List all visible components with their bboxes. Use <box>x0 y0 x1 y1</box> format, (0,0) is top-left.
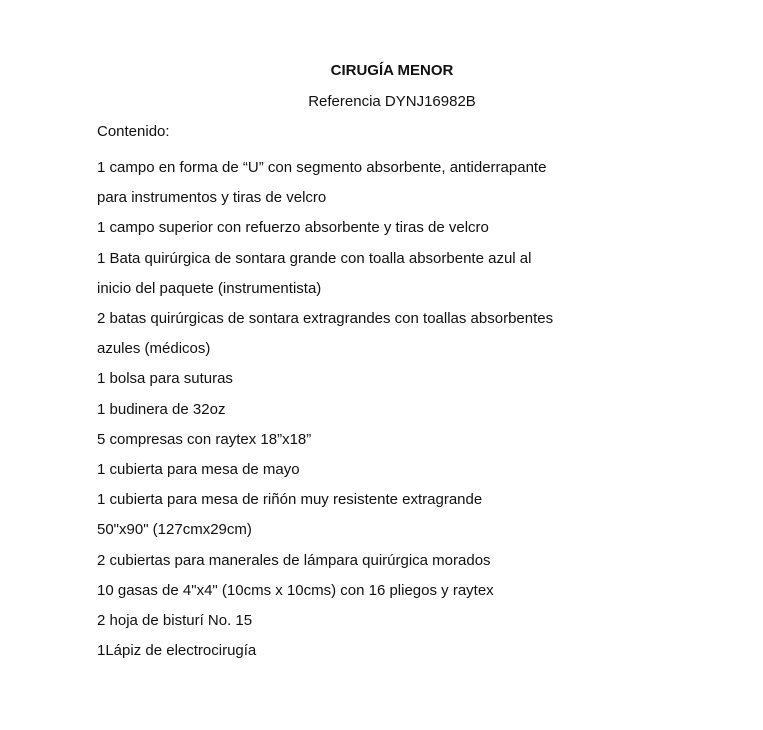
list-item: 1 cubierta para mesa de mayo <box>97 461 300 479</box>
contents-list <box>97 153 577 666</box>
list-item: 1 budinera de 32oz <box>97 400 226 418</box>
list-item: 1Lápiz de electrocirugía <box>97 642 257 660</box>
contents-label: Contenido: <box>97 123 170 140</box>
list-item: 50"x90" (127cmx29cm) <box>97 521 252 539</box>
list-item: azules (médicos) <box>97 340 211 358</box>
list-item: 1 bolsa para suturas <box>97 370 233 388</box>
list-item: 2 cubiertas para manerales de lámpara quirúrgica morados <box>97 551 491 569</box>
list-item: 1 cubierta para mesa de riñón muy resistente extragrande <box>97 491 483 509</box>
list-item: 10 gasas de 4"x4" (10cms x 10cms) con 16 pliegos y raytex <box>97 581 494 599</box>
reference-number: Referencia DYNJ16982B <box>308 93 476 110</box>
list-item: 2 batas quirúrgicas de sontara extragrandes con toallas absorbentes <box>97 310 554 328</box>
list-item: 1 campo superior con refuerzo absorbente y tiras de velcro <box>97 219 489 237</box>
list-item: 5 compresas con raytex 18”x18” <box>97 430 312 448</box>
list-item: para instrumentos y tiras de velcro <box>97 189 327 207</box>
document-title: CIRUGÍA MENOR <box>330 62 454 79</box>
list-item: 2 hoja de bisturí No. 15 <box>97 612 253 630</box>
list-item: 1 Bata quirúrgica de sontara grande con toalla absorbente azul al <box>97 249 532 267</box>
list-item: 1 campo en forma de “U” con segmento absorbente, antiderrapante <box>97 159 547 176</box>
list-item: inicio del paquete (instrumentista) <box>97 279 322 297</box>
